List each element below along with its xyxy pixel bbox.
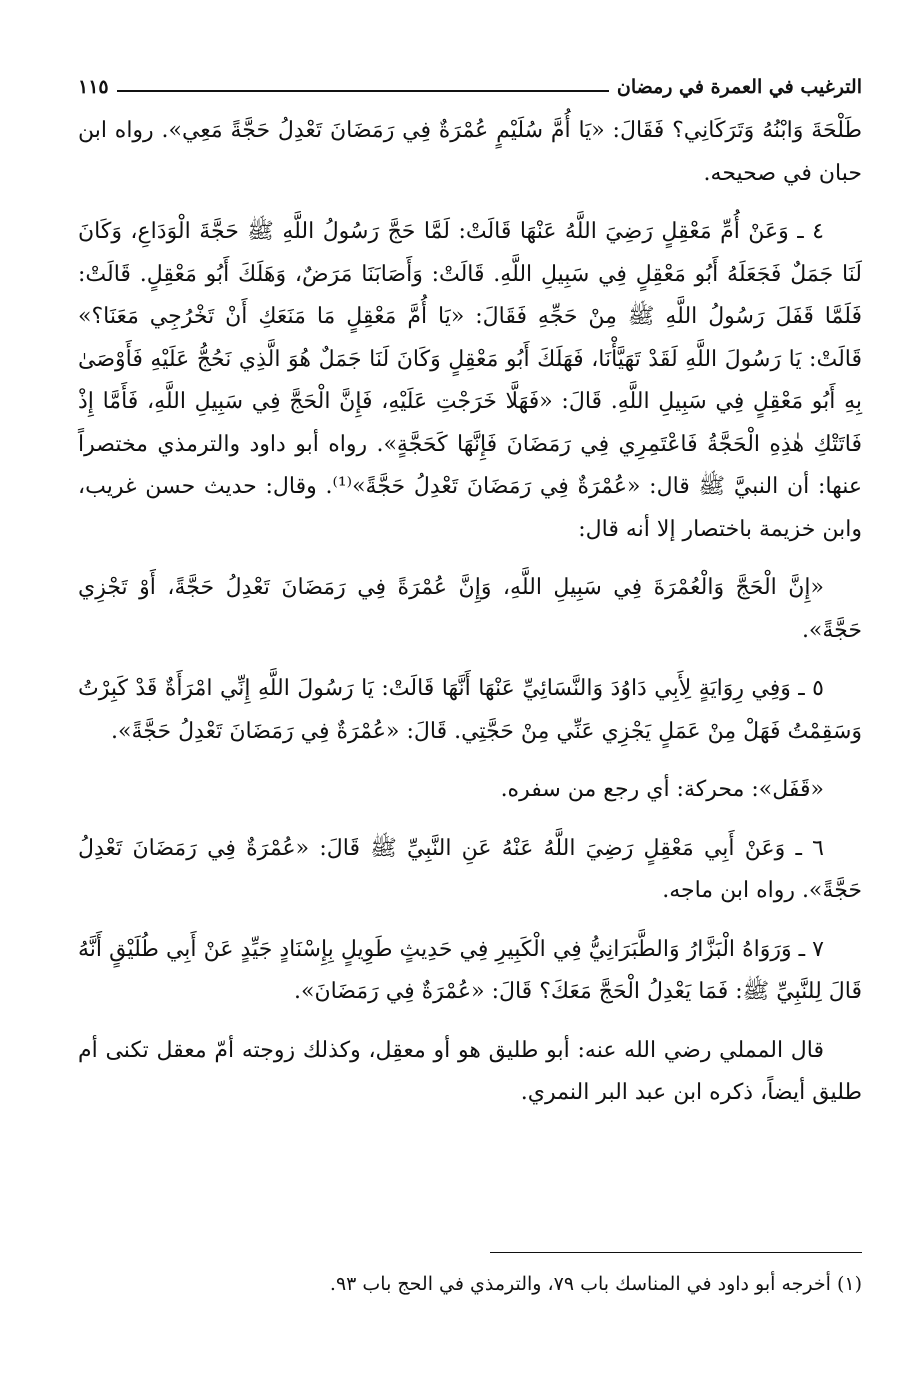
hadith-6: ٦ ـ وَعَنْ أَبِي مَعْقِلٍ رَضِيَ اللَّهُ عَنْهُ عَنِ النَّبِيِّ ﷺ قَالَ: «عُمْرَةٌ فِي رَمَضَانَ تَعْدِلُ حَجَّةً». رواه ابن ماجه. [78,835,862,903]
hadith-4-variant: «إِنَّ الْحَجَّ وَالْعُمْرَةَ فِي سَبِيلِ اللَّهِ، وَإِنَّ عُمْرَةً فِي رَمَضَانَ تَعْدِلُ حَجَّةً، أَوْ تَجْزِي حَجَّةً». [78,575,862,643]
gloss-qafal: «قَفَل»: محركة: أي رجع من سفره. [500,777,824,802]
running-header [78,70,862,104]
chapter-title: الترغيب في العمرة في رمضان [616,76,862,98]
hadith-5: ٥ ـ وَفِي رِوَايَةٍ لِأَبِي دَاوُدَ وَالنَّسَائِيِّ عَنْهَا أَنَّهَا قَالَتْ: يَا رَسُولَ اللَّهِ إِنِّي امْرَأَةٌ قَدْ كَبِرْتُ وَسَقِمْتُ فَهَلْ مِنْ عَمَلٍ يَجْزِي عَنِّي مِنْ حَجَّتِي. قَالَ: «عُمْرَةٌ فِي رَمَضَانَ تَعْدِلُ حَجَّةً». [78,676,862,744]
author-note: قال المملي رضي الله عنه: أبو طليق هو أو معقِل، وكذلك زوجته أمّ معقل تكنى أم طليق أيضاً، ذكره ابن عبد البر النمري. [78,1037,862,1105]
hadith-4: ٤ ـ وَعَنْ أُمِّ مَعْقِلٍ رَضِيَ اللَّهُ عَنْهَا قَالَتْ: لَمَّا حَجَّ رَسُولُ اللَّهِ ﷺ حَجَّةَ الْوَدَاعِ، وَكَانَ لَنَا جَمَلٌ فَجَعَلَهُ أَبُو مَعْقِلٍ فِي سَبِيلِ اللَّهِ. قَالَتْ: وَأَصَابَنَا مَرَضٌ، وَهَلَكَ أَبُو مَعْقِلٍ. قَالَتْ: فَلَمَّا قَفَلَ رَسُولُ اللَّهِ ﷺ مِنْ حَجِّهِ فَقَالَ: «يَا أُمَّ مَعْقِلٍ مَا مَنَعَكِ أَنْ تَخْرُجِي مَعَنَا؟» قَالَتْ: يَا رَسُولَ اللَّهِ لَقَدْ تَهَيَّأْنَا، فَهَلَكَ أَبُو مَعْقِلٍ وَكَانَ لَنَا جَمَلٌ هُوَ الَّذِي نَحُجُّ عَلَيْهِ فَأَوْصَىٰ بِهِ أَبُو مَعْقِلٍ فِي سَبِيلِ اللَّهِ. قَالَ: «فَهَلَّا خَرَجْتِ عَلَيْهِ، فَإِنَّ الْحَجَّ فِي سَبِيلِ اللَّهِ، فَأَمَّا إِذْ فَاتَتْكِ هٰذِهِ الْحَجَّةُ فَاعْتَمِرِي فِي رَمَضَانَ فَإِنَّهَا كَحَجَّةٍ». رواه أبو داود والترمذي مختصراً عنها: أن النبيَّ ﷺ قال: «عُمْرَةٌ فِي رَمَضَانَ تَعْدِلُ حَجَّةً»⁽¹⁾. وقال: حديث حسن غريب، وابن خزيمة باختصار إلا أنه قال: [78,219,862,542]
main-text [78,110,862,1131]
hadith-7: ٧ ـ وَرَوَاهُ الْبَزَّارُ وَالطَّبَرَانِيُّ فِي الْكَبِيرِ فِي حَدِيثٍ طَوِيلٍ بِإِسْنَادٍ جَيِّدٍ عَنْ أَبِي طُلَيْقٍ أَنَّهُ قَالَ لِلنَّبِيِّ ﷺ: فَمَا يَعْدِلُ الْحَجَّ مَعَكَ؟ قَالَ: «عُمْرَةٌ فِي رَمَضَانَ». [78,936,862,1004]
header-rule [117,90,609,92]
paragraph-continuation: طَلْحَةَ وَابْنُهُ وَتَرَكَانِي؟ فَقَالَ: «يَا أُمَّ سُلَيْمٍ عُمْرَةٌ فِي رَمَضَانَ تَعْدِلُ حَجَّةً مَعِي». رواه ابن حبان في صحيحه. [78,118,863,186]
page-number: ١١٥ [78,76,109,98]
footnote-divider [490,1252,862,1253]
footnote: (١) أخرجه أبو داود في المناسك باب ٧٩، والترمذي في الحج باب ٩٣. [329,1273,862,1295]
